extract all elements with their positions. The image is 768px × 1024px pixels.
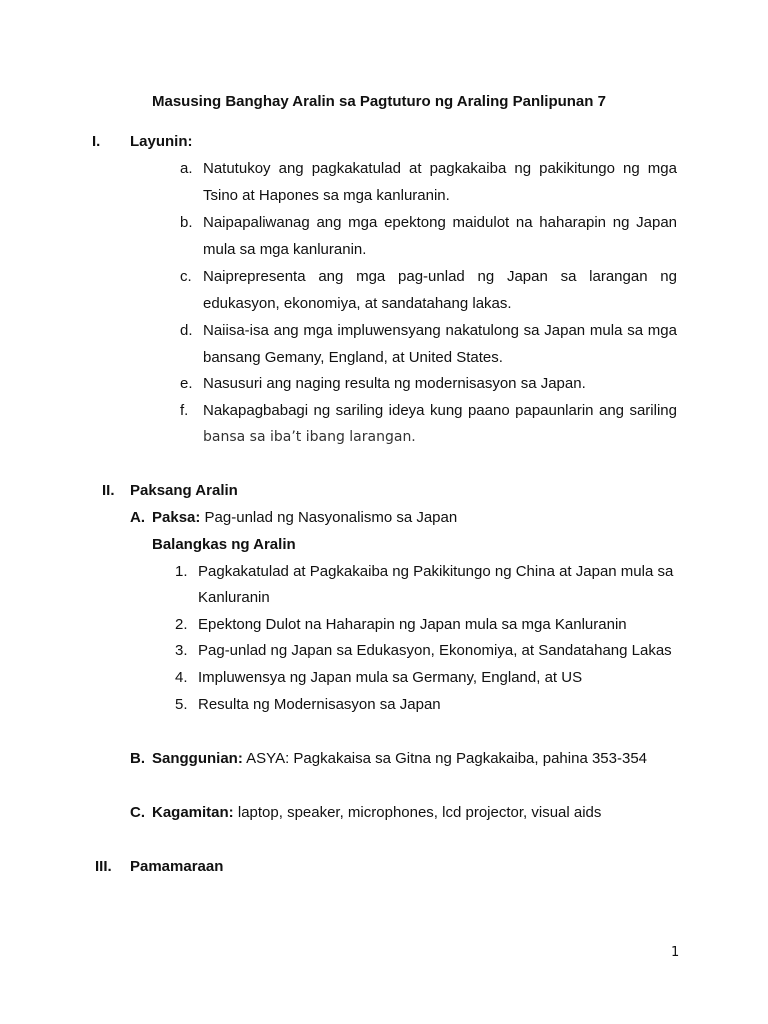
subsection-text [152,803,601,823]
subsection-marker: A. [130,509,145,526]
outline-marker: 4. [175,669,188,686]
objective-marker: a. [180,160,193,177]
subsection-marker: B. [130,750,145,767]
subsection-marker: C. [130,804,145,821]
objective-line: bansa sa iba’t ibang larangan. [203,429,416,445]
section-numeral: I. [92,133,101,150]
subsection-label: Sanggunian: [152,750,243,767]
outline-marker: 5. [175,696,188,713]
page-number: 1 [671,945,680,960]
section-numeral: II. [102,482,115,499]
objective-marker: e. [180,375,193,392]
objective-line: Nasusuri ang naging resulta ng modernisasyon sa Japan. [203,375,586,392]
objective-line: mula sa mga kanluranin. [203,241,367,258]
outline-line: Epektong Dulot na Haharapin ng Japan mula sa mga Kanluranin [198,616,627,633]
objective-line: Natutukoy ang pagkakatulad at pagkakaiba ng pakikitungo ng mga [203,160,677,177]
objective-marker: d. [180,322,193,339]
subsection-label: Paksa: [152,509,201,526]
section-heading: Layunin: [130,133,193,150]
objective-line: edukasyon, ekonomiya, at sandatahang lakas. [203,295,512,312]
subsection-label: Kagamitan: [152,804,234,821]
outline-line: Pag-unlad ng Japan sa Edukasyon, Ekonomiya, at Sandatahang Lakas [198,642,672,659]
subsection-value: ASYA: Pagkakaisa sa Gitna ng Pagkakaiba, pahina 353-354 [246,750,647,767]
objective-marker: c. [180,268,192,285]
subsection-text [152,749,647,769]
outline-marker: 1. [175,563,188,580]
outline-line: Impluwensya ng Japan mula sa Germany, England, at US [198,669,583,686]
objective-marker: f. [180,402,189,419]
outline-heading: Balangkas ng Aralin [152,536,296,553]
objective-line: bansang Gemany, England, at United States. [203,349,503,366]
objective-line: Nakapagbabagi ng sariling ideya kung paano papaunlarin ang sariling [203,402,677,419]
objective-line: Naiisa-isa ang mga impluwensyang nakatulong sa Japan mula sa mga [203,322,677,339]
objective-line: Naipapaliwanag ang mga epektong maidulot na haharapin ng Japan [203,214,677,231]
outline-line: Resulta ng Modernisasyon sa Japan [198,696,441,713]
subsection-value: Pag-unlad ng Nasyonalismo sa Japan [204,509,458,526]
section-heading: Pamamaraan [130,858,224,875]
outline-marker: 3. [175,642,188,659]
subsection-value: laptop, speaker, microphones, lcd projector, visual aids [237,804,602,821]
section-heading: Paksang Aralin [130,482,238,499]
document-title: Masusing Banghay Aralin sa Pagtuturo ng Araling Panlipunan 7 [152,93,606,110]
objective-line: Naiprepresenta ang mga pag-unlad ng Japan sa larangan ng [203,268,677,285]
section-numeral: III. [95,858,112,875]
subsection-text [152,508,457,528]
outline-marker: 2. [175,616,188,633]
outline-line: Kanluranin [198,589,270,606]
objective-marker: b. [180,214,193,231]
objective-line: Tsino at Hapones sa mga kanluranin. [203,187,450,204]
outline-line: Pagkakatulad at Pagkakaiba ng Pakikitungo ng China at Japan mula sa [198,563,674,580]
